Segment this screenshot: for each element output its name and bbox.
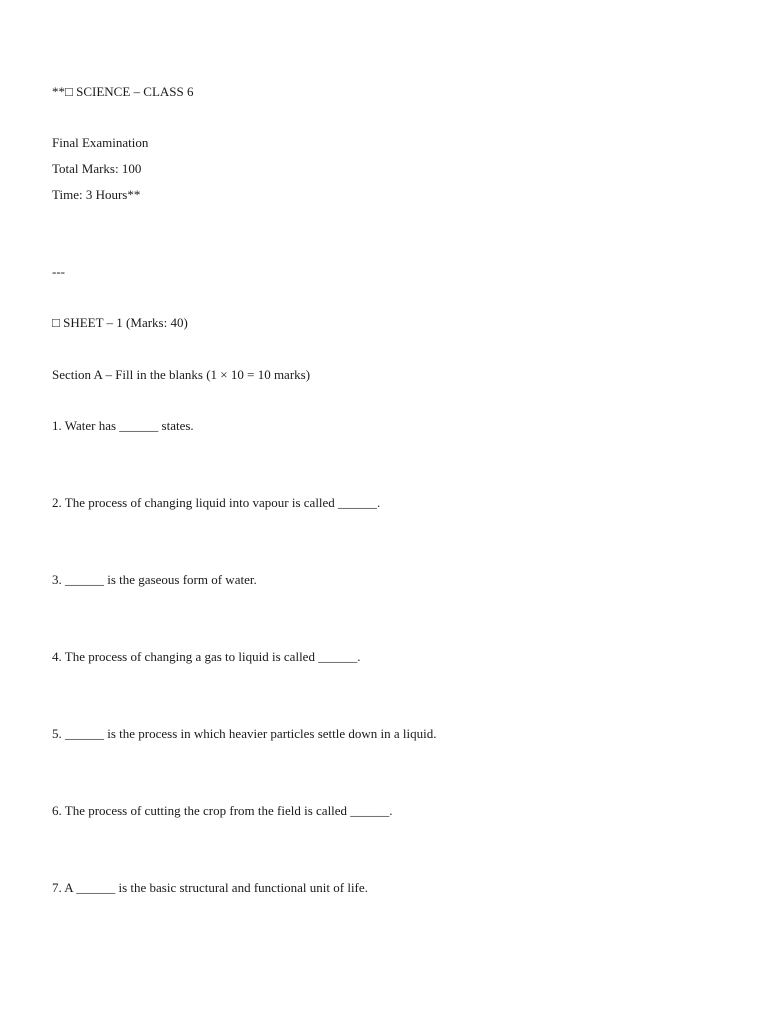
exam-name: Final Examination [52,135,149,150]
total-marks: Total Marks: 100 [52,161,142,176]
question-7: 7. A ______ is the basic structural and functional unit of life. [52,880,368,895]
sheet-heading: □ SHEET – 1 (Marks: 40) [52,315,188,330]
exam-time: Time: 3 Hours** [52,187,141,202]
question-3: 3. ______ is the gaseous form of water. [52,572,257,587]
section-heading: Section A – Fill in the blanks (1 × 10 = 10 marks) [52,367,311,382]
exam-title: **□ SCIENCE – CLASS 6 [52,84,194,99]
divider: --- [52,264,65,279]
question-6: 6. The process of cutting the crop from the field is called ______. [52,803,393,818]
question-5: 5. ______ is the process in which heavier particles settle down in a liquid. [52,726,437,741]
question-4: 4. The process of changing a gas to liquid is called ______. [52,649,361,664]
question-2: 2. The process of changing liquid into vapour is called ______. [52,495,381,510]
question-1: 1. Water has ______ states. [52,418,194,433]
